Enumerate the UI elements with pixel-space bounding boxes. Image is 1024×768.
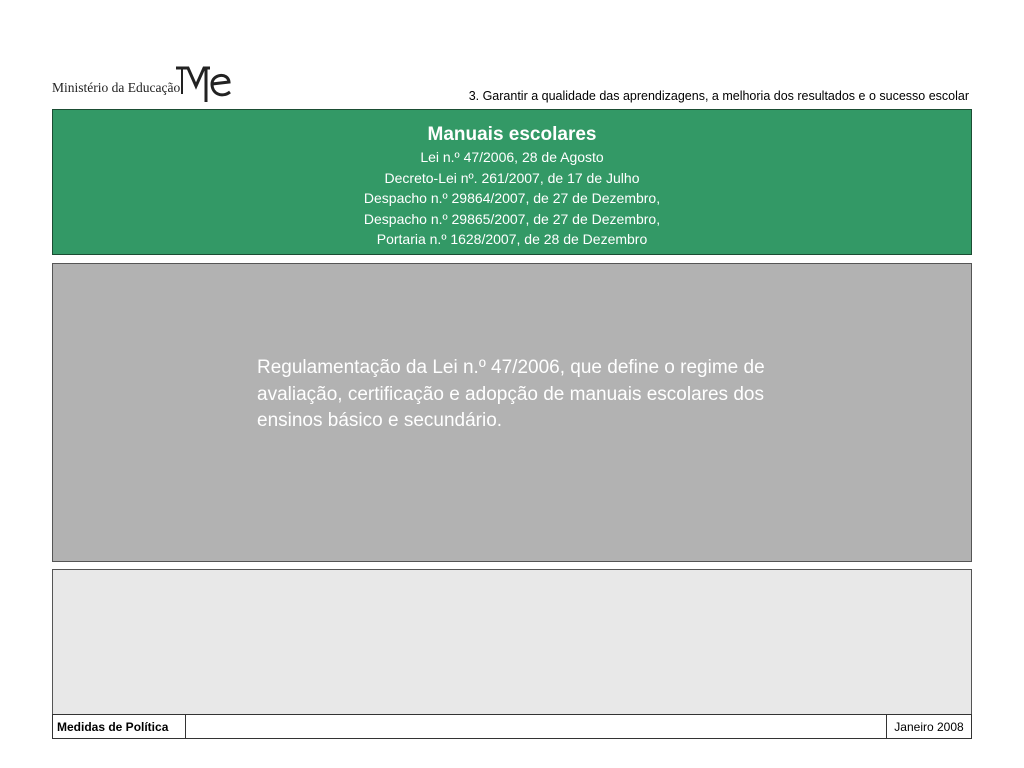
footer-category: Medidas de Política (53, 715, 186, 738)
title-box (52, 109, 972, 255)
legislation-item: Despacho n.º 29865/2007, de 27 de Dezembro, (363, 210, 661, 227)
legislation-item: Lei n.º 47/2006, 28 de Agosto (420, 149, 604, 165)
ministry-logo (52, 62, 237, 107)
description-text: Regulamentação da Lei n.º 47/2006, que define o regime de avaliação, certificação e adopção de manuais escolares dos ensinos básico e secundário. (257, 357, 765, 431)
legislation-item: Despacho n.º 29864/2007, de 27 de Dezembro, (363, 190, 661, 206)
logo-text: Ministério da Educação (52, 80, 181, 95)
me-logo-icon (174, 62, 234, 104)
empty-content-box (52, 569, 972, 715)
legislation-item: Portaria n.º 1628/2007, de 28 de Dezembro (376, 231, 648, 247)
legislation-item: Decreto-Lei nº. 261/2007, de 17 de Julho (384, 169, 640, 186)
footer-date: Janeiro 2008 (894, 719, 964, 734)
page-title: Manuais escolares (427, 124, 597, 145)
legislation-list (53, 147, 971, 250)
footer-middle (186, 715, 887, 738)
description-box (52, 263, 972, 562)
page-subtitle: 3. Garantir a qualidade das aprendizagens, a melhoria dos resultados e o sucesso escolar (468, 89, 969, 103)
footer-bar (52, 714, 972, 739)
